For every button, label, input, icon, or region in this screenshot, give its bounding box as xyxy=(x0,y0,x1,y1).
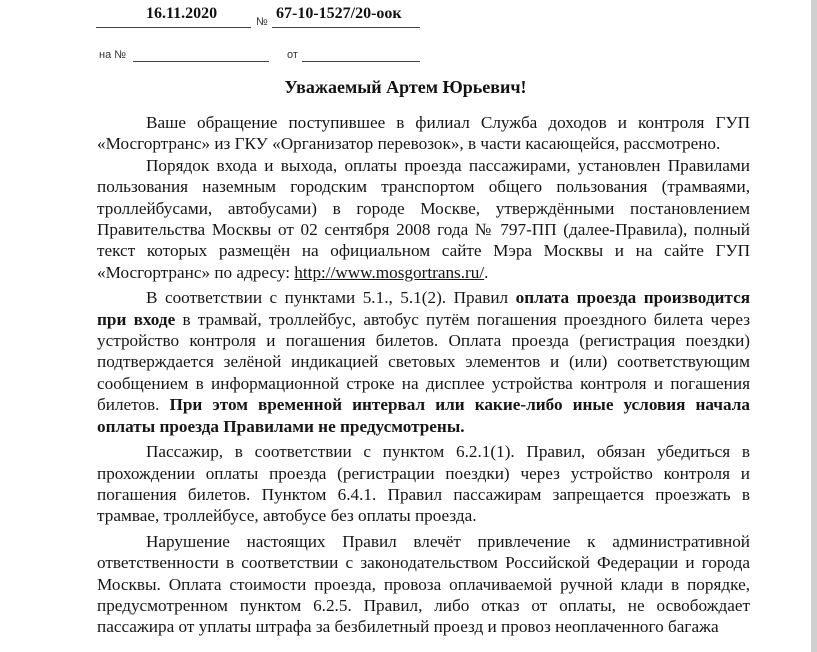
reference-number-underline xyxy=(133,61,269,62)
letter-body xyxy=(97,112,750,638)
greeting: Уважаемый Артем Юрьевич! xyxy=(284,77,527,97)
paragraph-3-text-a: В соответствии с пунктами 5.1., 5.1(2). Правил xyxy=(146,288,516,308)
window-edge xyxy=(811,0,817,652)
paragraph-2-text: Порядок входа и выхода, оплаты проезда пассажирами, установлен Правилами пользования наземным городским транспортом общего пользования (трамваями, троллейбусами, автобусами) в городе Москве, утверждёнными постановлением Правительства Москвы от 02 сентября 2008 года № 797-ПП (далее-Правила), полный текст которых размещён на официальном сайте Мэра Москвы и на сайте ГУП «Мосгортранс» по адресу: xyxy=(97,155,750,282)
paragraph-1: Ваше обращение поступившее в филиал Служба доходов и контроля ГУП «Мосгортранс» из ГКУ «Организатор перевозок», в части касающейся, рассмотрено. xyxy=(97,113,750,154)
number-sign: № xyxy=(256,16,268,28)
paragraph-3-text-b: в трамвай, троллейбус, автобус путём погашения проездного билета через устройство контроля и погашения билетов. Оплата проезда (регистрация поездки) подтверждается зелёной индикацией световых элементов и (или) соответствующим сообщением в информационной строке на дисплее устройства контроля и погашения билетов. xyxy=(97,309,750,415)
paragraph-2-end: . xyxy=(484,262,489,282)
paragraph-2 xyxy=(97,155,750,283)
reference-number-label: на № xyxy=(99,49,127,61)
paragraph-4: Пассажир, в соответствии с пунктом 6.2.1(1). Правил, обязан убедиться в прохождении оплаты проезда (регистрации поездки) через устройство контроля и погашения билетов. Пунктом 6.4.1. Правил пассажирам запрещается проезжать в трамвае, троллейбусе, автобусе без оплаты проезда. xyxy=(97,442,750,526)
paragraph-3-bold-payment: оплата проезда производится при входе xyxy=(97,288,750,329)
reference-date-label: от xyxy=(287,49,298,61)
outgoing-number: 67-10-1527/20-оок xyxy=(276,5,402,22)
mosgortrans-link[interactable]: http://www.mosgortrans.ru/ xyxy=(294,262,485,282)
number-underline xyxy=(272,27,420,28)
paragraph-3 xyxy=(97,287,750,437)
letter-date: 16.11.2020 xyxy=(146,5,218,22)
date-underline xyxy=(96,27,251,28)
paragraph-5: Нарушение настоящих Правил влечёт привлечение к административной ответственности в соответствии с законодательством Российской Федерации и города Москвы. Оплата стоимости проезда, провоза оплачиваемой ручной клади в порядке, предусмотренном пунктом 6.2.5. Правил, либо отказ от оплаты, не освобождает пассажира от уплаты штрафа за безбилетный проезд и провоз неоплаченного багажа xyxy=(97,531,750,637)
reference-date-underline xyxy=(302,61,420,62)
paragraph-3-bold-interval: При этом временной интервал или какие-либо иные условия начала оплаты проезда Правилами не предусмотрены. xyxy=(97,395,750,436)
